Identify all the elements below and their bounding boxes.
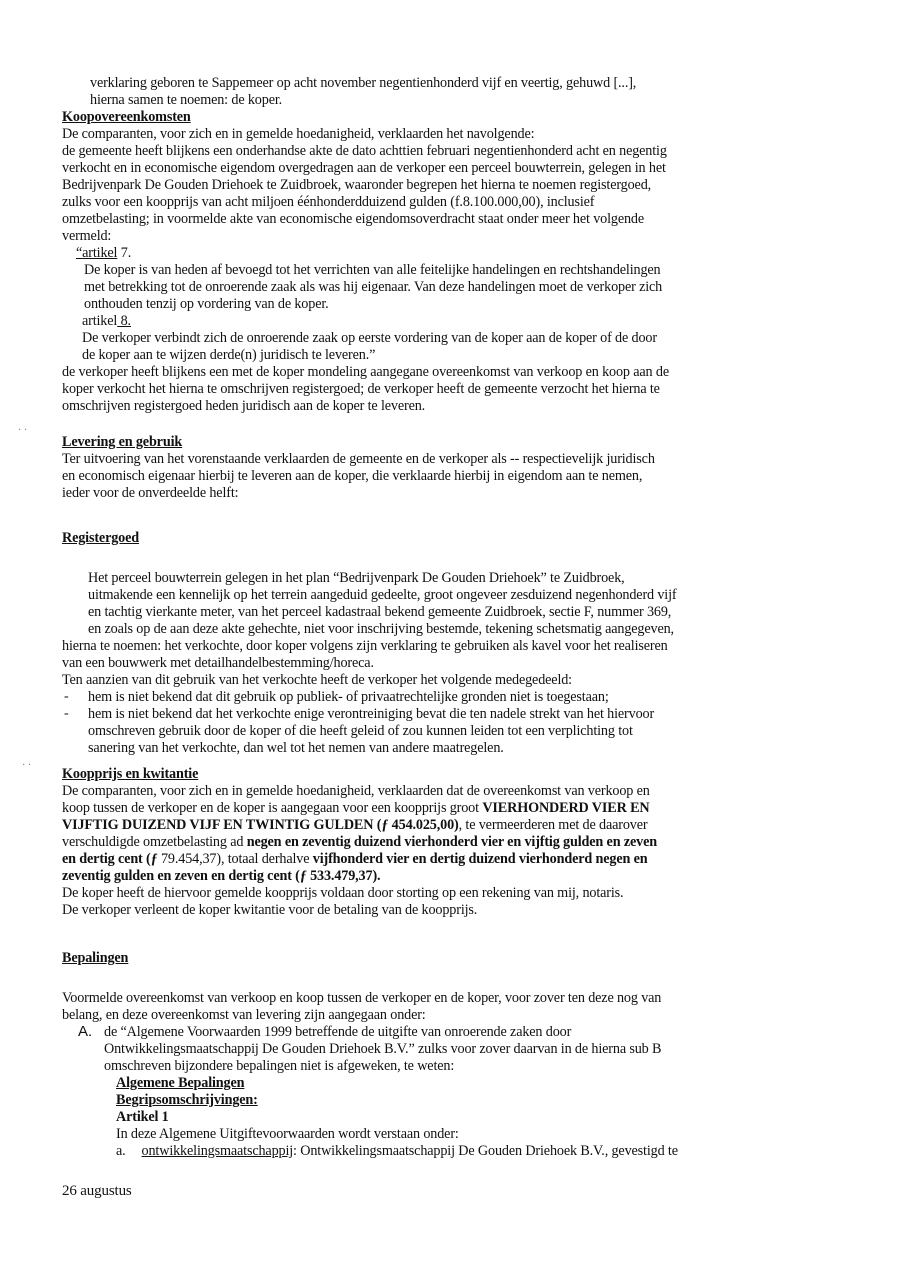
margin-mark: · ·	[18, 425, 28, 436]
heading-levering: Levering en gebruik	[62, 434, 183, 450]
registergoed-line: hierna te noemen: het verkochte, door koper volgens zijn verklaring te gebruiken als kavel voor het realiseren	[62, 638, 668, 654]
definition-intro: In deze Algemene Uitgiftevoorwaarden wordt verstaan onder:	[116, 1126, 459, 1142]
koopprijs-line: zeventig gulden en zeven en dertig cent (ƒ 533.479,37).	[62, 868, 381, 884]
item-a-letter: A.	[78, 1023, 93, 1040]
margin-mark: · ·	[22, 760, 32, 771]
heading-bepalingen: Bepalingen	[62, 950, 129, 966]
registergoed-line: Het perceel bouwterrein gelegen in het plan “Bedrijvenpark De Gouden Driehoek” te Zuidbroek,	[88, 570, 625, 586]
koop-line: Bedrijvenpark De Gouden Driehoek te Zuidbroek, waaronder begrepen het hierna te noemen registergoed,	[62, 177, 652, 193]
intro-line-2: hierna samen te noemen: de koper.	[90, 92, 283, 108]
koop-after-line: koper verkocht het hierna te omschrijven registergoed; de verkoper heeft de gemeente verzocht het hierna te	[62, 381, 660, 397]
item-a-line: Ontwikkelingsmaatschappij De Gouden Driehoek B.V.” zulks voor zover daarvan in de hierna sub B	[104, 1041, 662, 1057]
koopprijs-line: De comparanten, voor zich en in gemelde hoedanigheid, verklaarden dat de overeenkomst van verkoop en	[62, 783, 650, 799]
bullet-item-2: sanering van het verkochte, dan wel tot het nemen van andere maatregelen.	[88, 740, 504, 756]
item-a-line: de “Algemene Voorwaarden 1999 betreffende de uitgifte van onroerende zaken door	[104, 1024, 572, 1040]
bullet-marker: -	[64, 706, 69, 721]
koopprijs-line: VIJFTIG DUIZEND VIJF EN TWINTIG GULDEN (ƒ 454.025,00), te vermeerderen met de daarover	[62, 817, 648, 833]
registergoed-line: en zoals op de aan deze akte gehechte, niet voor inschrijving bestemde, tekening schetsmatig aangegeven,	[88, 621, 674, 637]
levering-line: ieder voor de onverdeelde helft:	[62, 485, 239, 501]
registergoed-line: en tachtig vierkante meter, van het perceel kadastraal bekend gemeente Zuidbroek, sectie F, nummer 369,	[88, 604, 672, 620]
bullet-item-2: omschreven gebruik door de koper of die heeft geleid of zou kunnen leiden tot een verplichting tot	[88, 723, 633, 739]
footer-date: 26 augustus	[62, 1183, 132, 1199]
koopprijs-line: verschuldigde omzetbelasting ad negen en zeventig duizend vierhonderd vier en vijftig gulden en zeven	[62, 834, 657, 850]
koopprijs-line: De verkoper verleent de koper kwitantie voor de betaling van de koopprijs.	[62, 902, 478, 918]
koop-after-line: omschrijven registergoed heden juridisch aan de koper te leveren.	[62, 398, 426, 414]
koop-line: de gemeente heeft blijkens een onderhandse akte de dato achttien februari negentienhonderd acht en negentig	[62, 143, 667, 159]
artikel-8-label: artikel 8.	[82, 313, 131, 329]
koop-line: vermeld:	[62, 228, 112, 244]
artikel-7-line: onthouden tenzij op vordering van de koper.	[84, 296, 329, 312]
artikel-7-line: De koper is van heden af bevoegd tot het verrichten van alle feitelijke handelingen en rechtshandelingen	[84, 262, 661, 278]
heading-begripsomschrijvingen: Begripsomschrijvingen:	[116, 1092, 258, 1108]
heading-koopovereenkomsten: Koopovereenkomsten	[62, 109, 191, 125]
levering-line: Ter uitvoering van het vorenstaande verklaarden de gemeente en de verkoper als -- respectievelijk juridisch	[62, 451, 655, 467]
koop-after-line: de verkoper heeft blijkens een met de koper mondeling aangegane overeenkomst van verkoop en koop aan de	[62, 364, 669, 380]
bepalingen-line: Voormelde overeenkomst van verkoop en koop tussen de verkoper en de koper, voor zover ten deze nog van	[62, 990, 662, 1006]
bepalingen-line: belang, en deze overeenkomst van levering zijn aangegaan onder:	[62, 1007, 426, 1023]
artikel-7-label: “artikel 7.	[76, 245, 132, 261]
koop-line: zulks voor een koopprijs van acht miljoen éénhonderdduizend gulden (f.8.100.000,00), inclusief	[62, 194, 595, 210]
koopprijs-line: koop tussen de verkoper en de koper is aangegaan voor een koopprijs groot VIERHONDERD VIER EN	[62, 800, 650, 816]
koop-line: De comparanten, voor zich en in gemelde hoedanigheid, verklaarden het navolgende:	[62, 126, 535, 142]
item-a-line: omschreven bijzondere bepalingen niet is afgeweken, te weten:	[104, 1058, 455, 1074]
bullet-marker: -	[64, 689, 69, 704]
koop-line: verkocht en in economische eigendom overgedragen aan de verkoper een perceel bouwterrein, gelegen in het	[62, 160, 666, 176]
registergoed-line: van een bouwwerk met detailhandelbestemming/horeca.	[62, 655, 374, 671]
koopprijs-line: De koper heeft de hiervoor gemelde koopprijs voldaan door storting op een rekening van mij, notaris.	[62, 885, 624, 901]
heading-registergoed: Registergoed	[62, 530, 139, 546]
definition-item-a: a. ontwikkelingsmaatschappij: Ontwikkelingsmaatschappij De Gouden Driehoek B.V., gevestigd te	[116, 1143, 678, 1159]
artikel-7-line: met betrekking tot de onroerende zaak als was hij eigenaar. Van deze handelingen moet de verkoper zich	[84, 279, 663, 295]
heading-algemene-bepalingen: Algemene Bepalingen	[116, 1075, 245, 1091]
bullet-item-1: hem is niet bekend dat dit gebruik op publiek- of privaatrechtelijke gronden niet is toegestaan;	[88, 689, 609, 705]
artikel-1-label: Artikel 1	[116, 1109, 169, 1125]
artikel-8-line: de koper aan te wijzen derde(n) juridisch te leveren.”	[82, 347, 376, 363]
koopprijs-line: en dertig cent (ƒ 79.454,37), totaal derhalve vijfhonderd vier en dertig duizend vierhonderd negen en	[62, 851, 648, 867]
koop-line: omzetbelasting; in voormelde akte van economische eigendomsoverdracht staat onder meer het volgende	[62, 211, 644, 227]
levering-line: en economisch eigenaar hierbij te leveren aan de koper, die verklaarde hierbij in eigendom aan te nemen,	[62, 468, 643, 484]
heading-koopprijs: Koopprijs en kwitantie	[62, 766, 199, 782]
registergoed-line: Ten aanzien van dit gebruik van het verkochte heeft de verkoper het volgende medegedeeld:	[62, 672, 572, 688]
intro-line-1: verklaring geboren te Sappemeer op acht november negentienhonderd vijf en veertig, gehuwd [...],	[90, 75, 637, 91]
artikel-8-line: De verkoper verbindt zich de onroerende zaak op eerste vordering van de koper aan de koper of de door	[82, 330, 657, 346]
bullet-item-2: hem is niet bekend dat het verkochte enige verontreiniging bevat die ten nadele strekt van het hiervoor	[88, 706, 655, 722]
registergoed-line: uitmakende een kennelijk op het terrein aangeduid gedeelte, groot ongeveer zesduizend negenhonderd vijf	[88, 587, 677, 603]
